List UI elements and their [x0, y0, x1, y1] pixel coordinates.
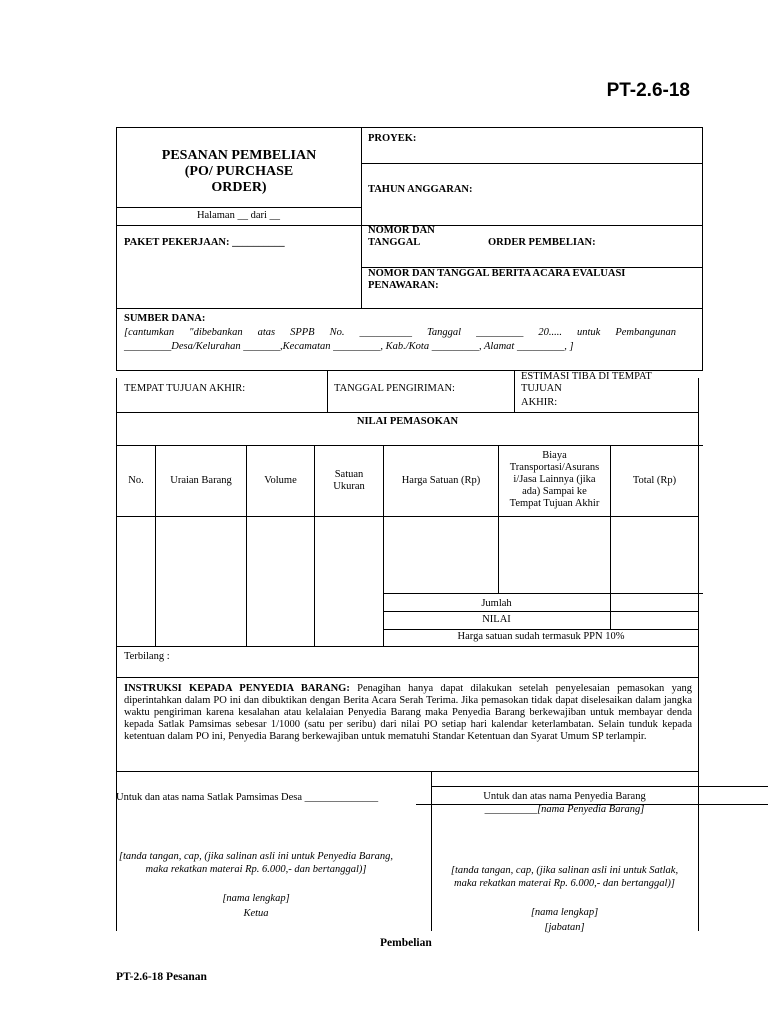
divider	[116, 127, 703, 128]
col-header-uraian: Uraian Barang	[170, 475, 232, 486]
divider	[116, 412, 699, 413]
divider	[514, 370, 515, 412]
divider	[383, 629, 699, 630]
ppn-note: Harga satuan sudah termasuk PPN 10%	[457, 631, 625, 642]
estimasi-label: TUJUAN	[521, 383, 562, 394]
jumlah-label: Jumlah	[481, 598, 512, 609]
divider	[116, 677, 699, 678]
sign-right-name: [nama lengkap]	[530, 907, 599, 918]
divider	[431, 786, 768, 787]
berita-label: NOMOR DAN TANGGAL BERITA ACARA EVALUASI	[368, 268, 626, 279]
sumber-text: [cantumkan "dibebankan atas SPPB No. __________ Tanggal _________ 20..... untuk Pembangunan	[124, 327, 676, 338]
sign-left-name: [nama lengkap]	[222, 893, 290, 904]
divider	[116, 516, 699, 517]
divider	[116, 378, 117, 931]
sign-right-sub: __________[nama Penyedia Barang]	[484, 804, 645, 815]
footer-left: PT-2.6-18 Pesanan	[116, 971, 207, 983]
page-indicator: Halaman __ dari __	[196, 210, 281, 221]
divider	[116, 646, 699, 647]
proyek-label: PROYEK:	[368, 133, 417, 144]
instruksi-text: Penagihan hanya dapat dilakukan setelah penyelesaian pemasokan yang diperintahkan dalam PO ini dan dibuktikan dengan Berita Acara Serah Terima. Jika pemasokan tidak dapat diselesaikan dalam jangka waktu pengiriman karena kesalahan atau kelalaian Penyedia Barang maka Penyedia Barang berkewajiban untuk membayar denda kepada Satlak Pamsimas sebesar 1/1000 (satu per seribu) dari nilai PO setiap hari kalendar keterlambatan. Selain tunduk kepada ketentuan dalam PO ini, Penyedia Barang berkewajiban untuk mematuhi Standar Ketentuan dan Syarat Umum SP terlampir.	[124, 683, 692, 742]
nilai-label: NILAI	[482, 614, 511, 625]
instruksi-block	[124, 683, 692, 743]
divider	[116, 127, 117, 371]
sign-right-note: maka rekatkan materai Rp. 6.000,- dan bertanggal)]	[454, 878, 675, 889]
title-line: (PO/ PURCHASE	[184, 164, 294, 179]
header-line: Tempat Tujuan Akhir	[509, 498, 600, 509]
col-header-total: Total (Rp)	[632, 475, 677, 486]
divider	[383, 593, 703, 594]
divider	[116, 207, 361, 208]
estimasi-label: AKHIR:	[521, 397, 558, 408]
sign-left-role: Ketua	[243, 908, 269, 919]
sumber-text: _________Desa/Kelurahan _______,Kecamatan _________, Kab./Kota _________, Alamat _________, ]	[124, 341, 574, 352]
divider	[698, 378, 699, 931]
sign-left-note: maka rekatkan materai Rp. 6.000,- dan bertanggal)]	[145, 864, 367, 875]
divider	[327, 370, 328, 412]
col-header-volume: Volume	[264, 475, 297, 486]
paket-label: PAKET PEKERJAAN: __________	[124, 237, 285, 248]
header-line: Transportasi/Asurans	[509, 462, 600, 473]
form-title	[120, 148, 358, 196]
nomor-label: TANGGAL	[368, 237, 421, 248]
nilai-pemasokan-heading: NILAI PEMASOKAN	[356, 416, 459, 427]
tanggal-label: TANGGAL PENGIRIMAN:	[334, 383, 455, 394]
sumber-label: SUMBER DANA:	[124, 313, 206, 324]
nomor-label: NOMOR DAN	[368, 225, 435, 236]
footer-center: Pembelian	[380, 937, 432, 949]
sign-right-role: [jabatan]	[544, 922, 585, 933]
header-line: ada) Sampai ke	[522, 486, 587, 497]
berita-label: PENAWARAN:	[368, 280, 439, 291]
instruksi-label: INSTRUKSI KEPADA PENYEDIA BARANG:	[124, 683, 350, 694]
divider	[361, 163, 703, 164]
header-line: Biaya	[542, 450, 567, 461]
sign-right-note: [tanda tangan, cap, (jika salinan asli ini untuk Satlak,	[450, 865, 679, 876]
estimasi-label: ESTIMASI TIBA DI TEMPAT	[521, 371, 652, 382]
divider	[116, 771, 699, 772]
terbilang-label: Terbilang :	[124, 651, 170, 662]
tujuan-label: TEMPAT TUJUAN AKHIR:	[124, 383, 246, 394]
header-line: Ukuran	[333, 481, 365, 492]
sign-right-title: Untuk dan atas nama Penyedia Barang	[483, 791, 646, 802]
divider	[361, 127, 362, 308]
header-line: i/Jasa Lainnya (jika	[513, 474, 596, 485]
header-line: Satuan	[334, 469, 364, 480]
divider	[116, 445, 703, 446]
form-code: PT-2.6-18	[606, 80, 690, 101]
order-label: ORDER PEMBELIAN:	[488, 237, 596, 248]
tahun-label: TAHUN ANGGARAN:	[368, 184, 473, 195]
col-header-harga: Harga Satuan (Rp)	[401, 475, 481, 486]
divider	[116, 308, 703, 309]
title-line: ORDER)	[211, 180, 267, 195]
sign-left-note: [tanda tangan, cap, (jika salinan asli ini untuk Penyedia Barang,	[118, 851, 394, 862]
divider	[383, 611, 699, 612]
title-line: PESANAN PEMBELIAN	[161, 148, 317, 163]
col-header-satuan	[314, 469, 384, 493]
col-header-biaya	[498, 450, 611, 510]
sign-left-title: Untuk dan atas nama Satlak Pamsimas Desa ______________	[116, 792, 379, 803]
col-header-no: No.	[128, 475, 144, 486]
